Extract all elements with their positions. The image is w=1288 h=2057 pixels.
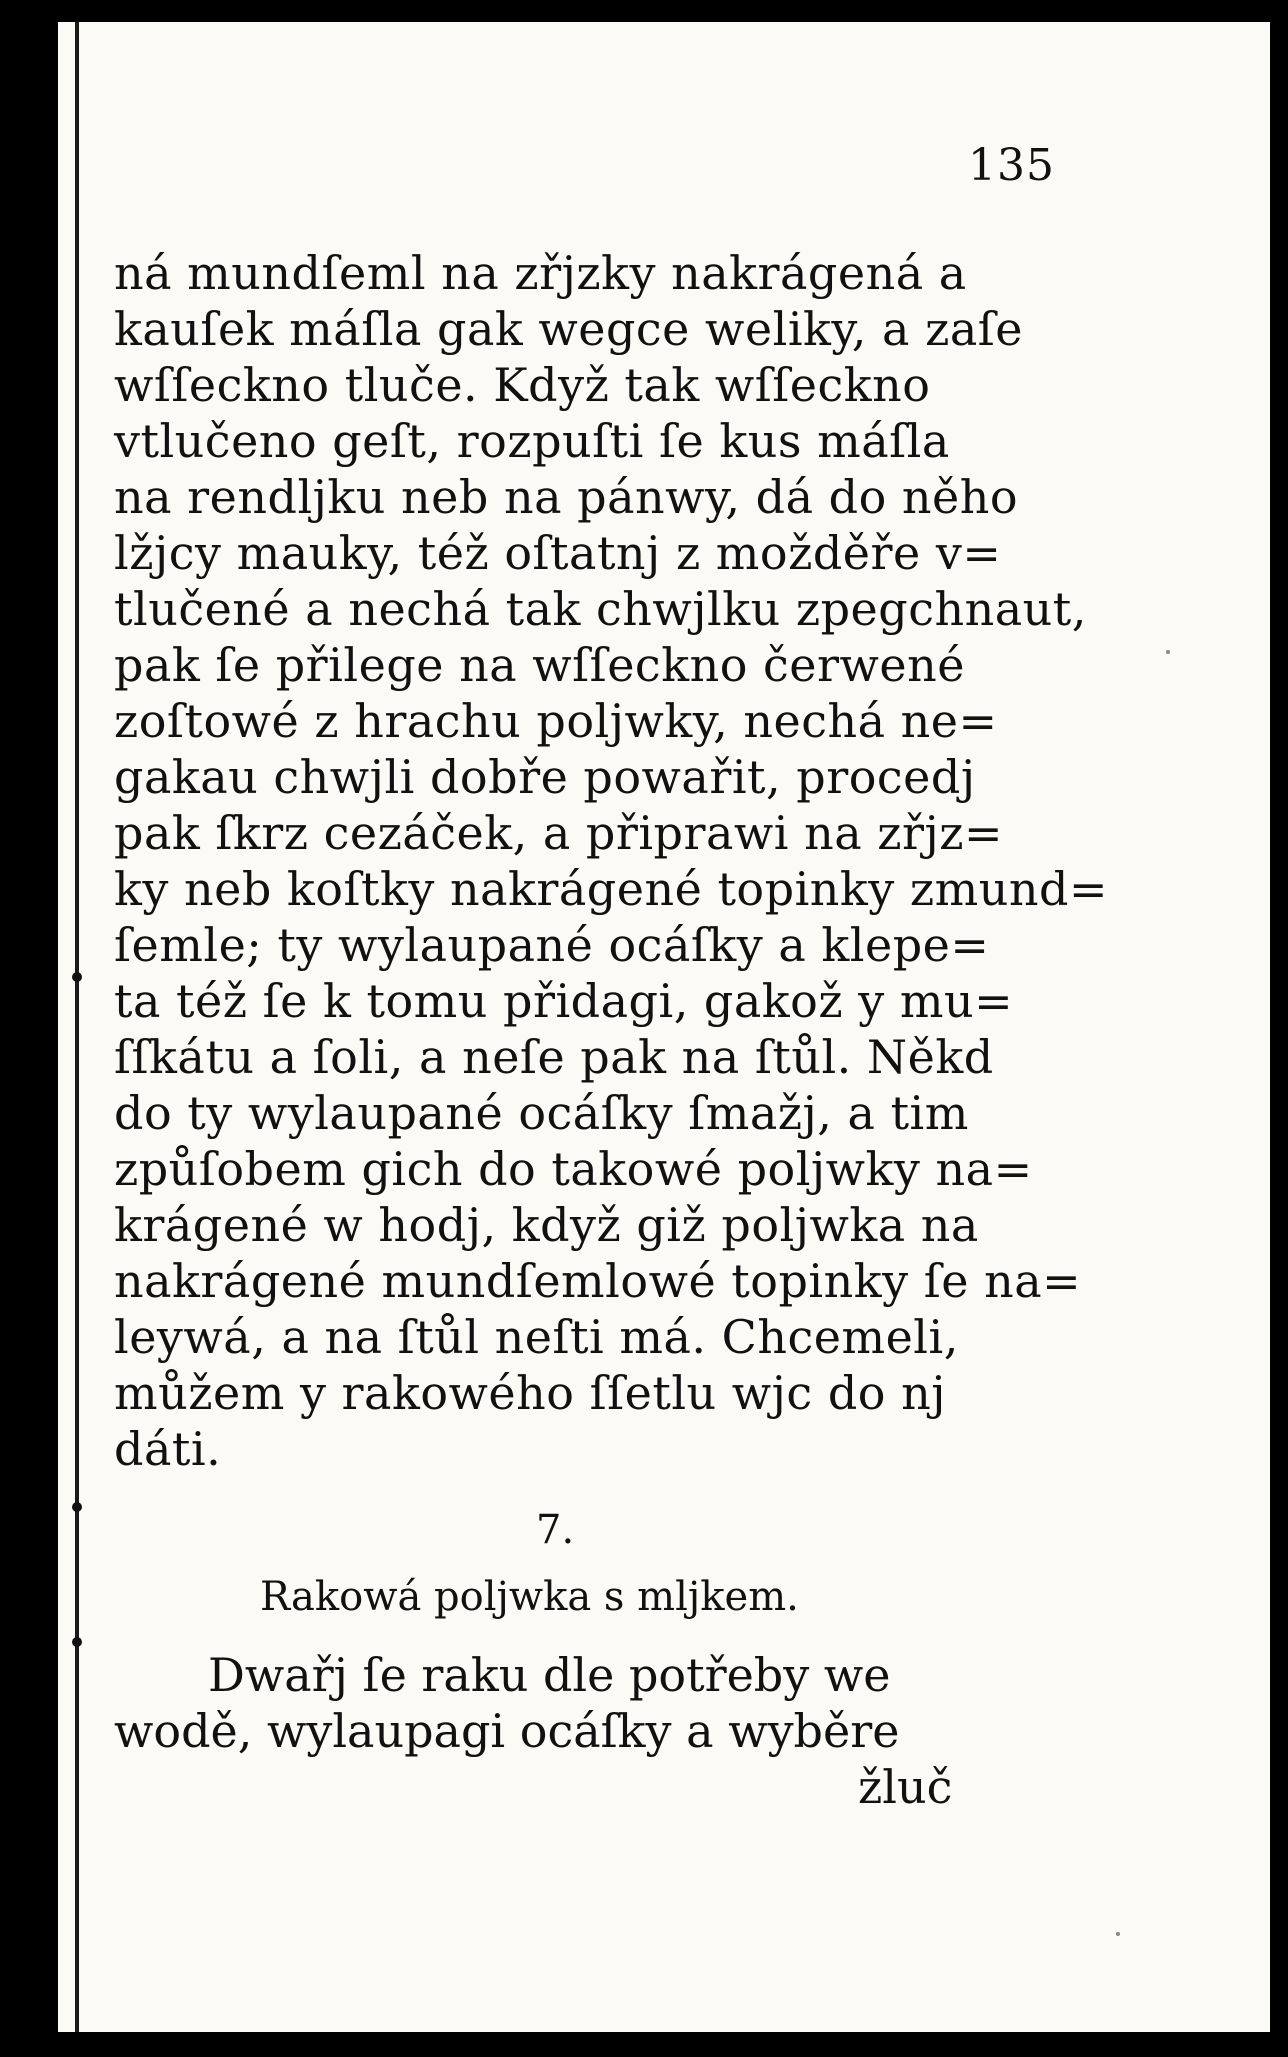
body-text-line: leywá, a na ſtůl neſti má. Chcemeli, [114, 1310, 959, 1364]
book-page [58, 22, 1270, 2032]
body-text-line: tlučené a nechá tak chwjlku zpegchnaut, [114, 582, 1087, 636]
body-text-line: pak ſkrz cezáček, a připrawi na zřjz= [114, 806, 1004, 860]
body-text-line: nakrágené mundſemlowé topinky ſe na= [114, 1254, 1082, 1308]
recipe-text-line: wodě, wylaupagi ocáſky a wyběre [114, 1704, 900, 1758]
page-gutter-line [75, 22, 79, 2032]
section-number: 7. [536, 1507, 575, 1553]
section-heading: Rakowá poljwka s mljkem. [260, 1574, 799, 1620]
body-text-line: do ty wylaupané ocáſky ſmažj, a tim [114, 1086, 969, 1140]
body-text-line: kauſek máſla gak wegce weliky, a zaſe [114, 302, 1023, 356]
body-text-line: krágené w hodj, když giž poljwka na [114, 1198, 979, 1252]
body-text-line: vtlučeno geſt, rozpuſti ſe kus máſla [114, 414, 950, 468]
recipe-text-line: Dwařj ſe raku dle potřeby we [208, 1648, 891, 1702]
body-text-line: ſſkátu a ſoli, a neſe pak na ſtůl. Někd [114, 1030, 994, 1084]
body-text-line: ná mundſeml na zřjzky nakrágená a [114, 246, 967, 300]
body-text-line: můžem y rakowého ſſetlu wjc do nj [114, 1366, 946, 1420]
body-text-line: zoſtowé z hrachu poljwky, nechá ne= [114, 694, 998, 748]
gutter-mark [72, 1637, 82, 1647]
body-text-line: ta též ſe k tomu přidagi, gakož y mu= [114, 974, 1014, 1028]
body-text-line: pak ſe přilege na wſſeckno čerwené [114, 638, 965, 692]
body-text-line: gakau chwjli dobře powařit, procedj [114, 750, 976, 804]
gutter-mark [72, 1502, 82, 1512]
paper-speck [1116, 1932, 1120, 1936]
catchword: žluč [858, 1760, 953, 1814]
body-text-line: ky neb koſtky nakrágené topinky zmund= [114, 862, 1108, 916]
paper-speck [1166, 650, 1170, 654]
gutter-mark [72, 972, 82, 982]
body-text-line: lžjcy mauky, též oſtatnj z možděře v= [114, 526, 1002, 580]
body-text-line: na rendljku neb na pánwy, dá do něho [114, 470, 1019, 524]
page-number: 135 [968, 140, 1055, 191]
body-text-line: ſemle; ty wylaupané ocáſky a klepe= [114, 918, 990, 972]
body-text-line: wſſeckno tluče. Když tak wſſeckno [114, 358, 931, 412]
body-text-line: dáti. [114, 1422, 222, 1476]
body-text-line: způſobem gich do takowé poljwky na= [114, 1142, 1033, 1196]
